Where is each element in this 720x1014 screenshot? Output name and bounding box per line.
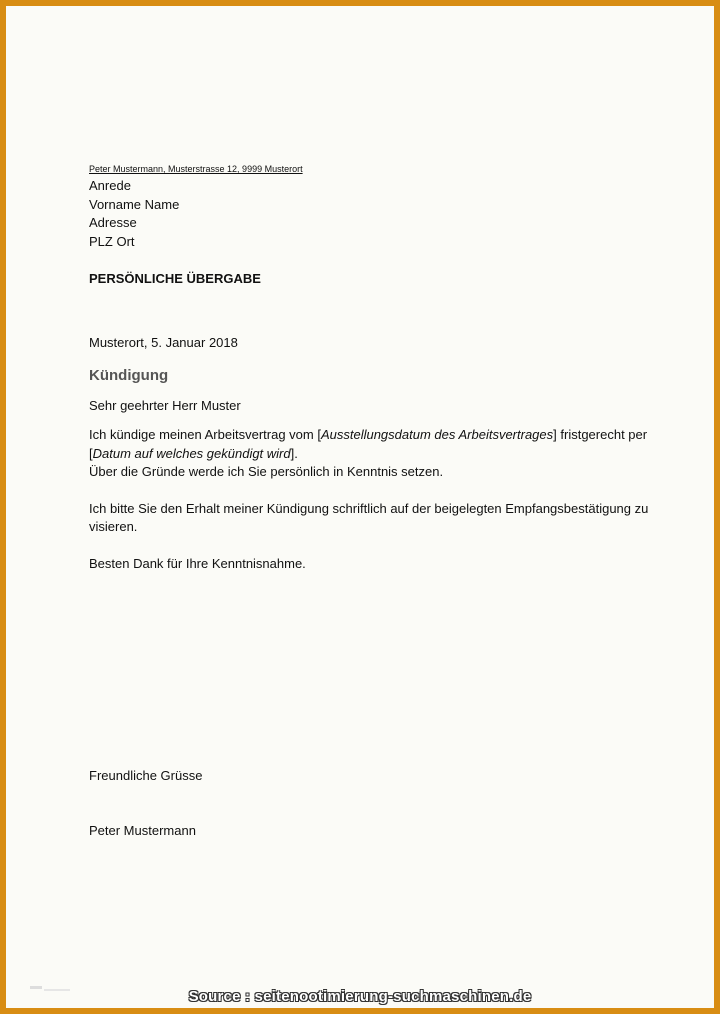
paragraph-reasons-line: Über die Gründe werde ich Sie persönlich in Kenntnis setzen. [89,464,444,479]
placeholder-contract-date: Ausstellungsdatum des Arbeitsvertrages [320,427,554,442]
letter-body [89,163,659,573]
letter-salutation: Sehr geehrter Herr Muster [89,398,241,413]
paragraph-text: ]. [290,445,298,461]
letter-subject: Kündigung [89,367,169,384]
paragraph-thanks: Besten Dank für Ihre Kenntnisnahme. [89,555,306,571]
paragraph-confirmation-request: Ich bitte Sie den Erhalt meiner Kündigung schriftlich auf der beigelegten Empfangsbestätigung zu visieren. [89,500,649,534]
letter-closing: Freundliche Grüsse [89,768,203,783]
source-watermark: Source : seitenootimierung-suchmaschinen.de [188,988,532,1005]
recipient-city-line: PLZ Ort [89,233,135,249]
recipient-name-line: Vorname Name [89,196,180,212]
letter-signature: Peter Mustermann [89,823,196,838]
recipient-address-block [89,177,659,251]
paragraph-text: ] fristgerecht per [ [89,427,648,461]
paragraph-text: Ich kündige meinen Arbeitsvertrag vom [ [89,427,321,442]
placeholder-termination-date: Datum auf welches gekündigt wird [92,445,291,461]
delivery-note: PERSÖNLICHE ÜBERGABE [89,271,261,286]
recipient-salutation-line: Anrede [89,178,131,193]
sender-address-line: Peter Mustermann, Musterstrasse 12, 9999 Musterort [89,164,303,174]
recipient-address-line: Adresse [89,215,137,230]
paragraph-termination [89,426,659,482]
letter-date: Musterort, 5. Januar 2018 [89,335,238,350]
